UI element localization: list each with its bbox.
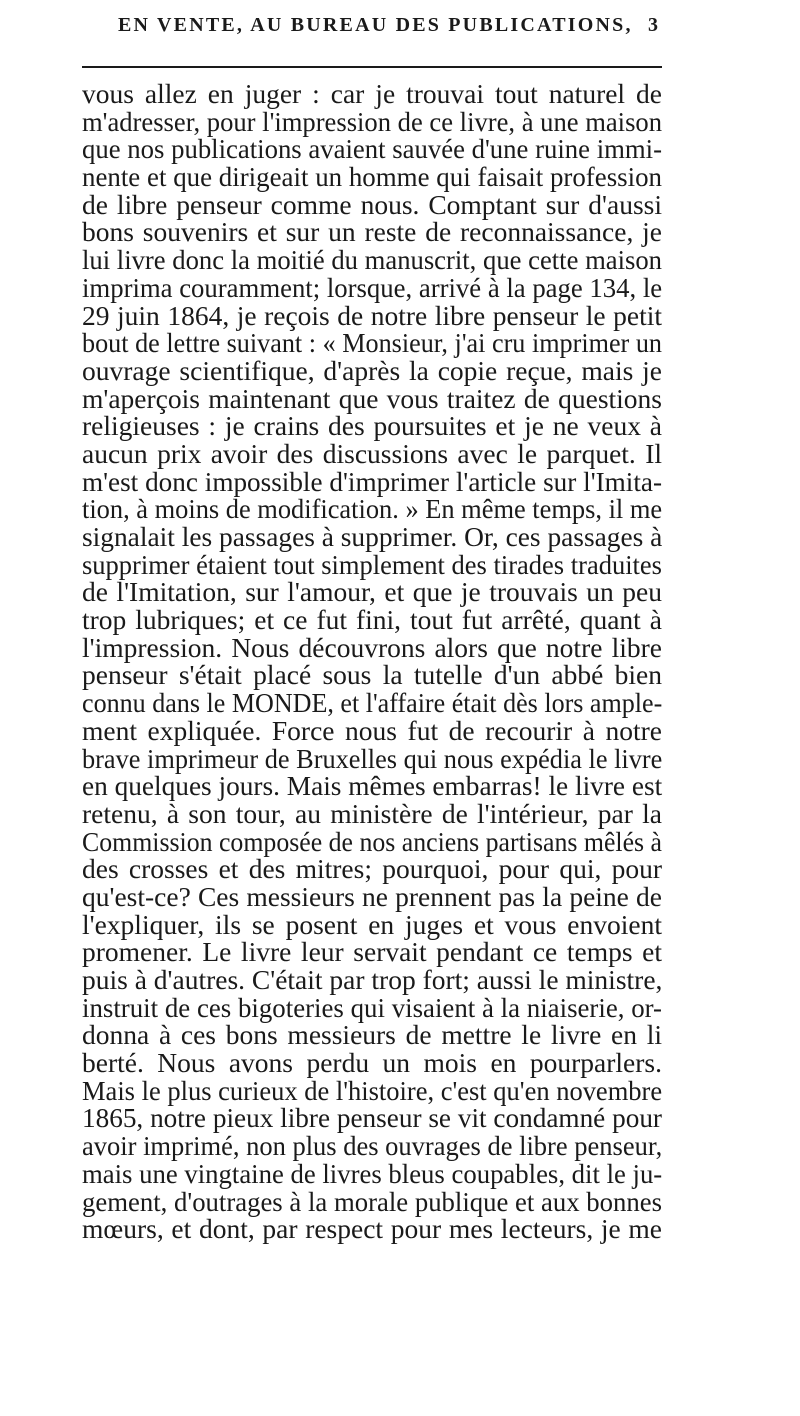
text-line: vous allez en juger : car je trouvai tout naturel de — [82, 78, 662, 109]
text-line: que nos publications avaient sauvée d'une ruine immi- — [82, 133, 662, 165]
text-line: m'aperçois maintenant que vous traitez de questions — [82, 382, 662, 414]
text-line: lui livre donc la moitié du manuscrit, que cette maison — [82, 244, 662, 276]
text-line: qu'est-ce? Ces messieurs ne prennent pas la peine de — [82, 880, 662, 912]
text-line: puis à d'autres. C'était par trop fort; aussi le ministre, — [82, 964, 663, 995]
text-line: gement, d'outrages à la morale publique et aux bonnes — [82, 1185, 662, 1217]
text-line: bons souvenirs et sur un reste de reconnaissance, je — [82, 216, 662, 248]
header-rule — [82, 66, 662, 68]
text-line: avoir imprimé, non plus des ouvrages de libre penseur, — [82, 1130, 663, 1162]
text-line: tion, à moins de modification. » En même temps, il me — [82, 493, 663, 525]
text-line: m'est donc impossible d'imprimer l'article sur l'Imita- — [82, 465, 662, 497]
text-line: berté. Nous avons perdu un mois en pourparlers. — [82, 1047, 662, 1079]
text-line: mœurs, et dont, par respect pour mes lecteurs, je me — [82, 1213, 662, 1245]
text-line: bout de lettre suivant : « Monsieur, j'ai cru imprimer un — [82, 327, 662, 359]
text-line: instruit de ces bigoteries qui visaient à la niaiserie, or- — [82, 991, 662, 1023]
text-line: de libre penseur comme nous. Comptant sur d'aussi — [82, 188, 662, 220]
text-line: nente et que dirigeait un homme qui faisait profession — [82, 161, 662, 193]
text-line: ment expliquée. Force nous fut de recourir à notre — [82, 714, 662, 746]
text-line: 1865, notre pieux libre penseur se vit condamné pour — [82, 1102, 662, 1134]
text-line: mais une vingtaine de livres bleus coupables, dit le ju- — [82, 1157, 663, 1189]
text-line: Commission composée de nos anciens partisans mêlés à — [82, 825, 662, 857]
text-line: des crosses et des mitres; pourquoi, pour qui, pour — [82, 853, 662, 885]
text-line: retenu, à son tour, au ministère de l'intérieur, par la — [82, 797, 662, 829]
running-head: EN VENTE, AU BUREAU DES PUBLICATIONS, — [118, 14, 633, 36]
text-line: ouvrage scientifique, d'après la copie reçue, mais je — [82, 354, 662, 386]
text-line: trop lubriques; et ce fut fini, tout fut arrêté, quant à — [82, 604, 662, 636]
text-line: religieuses : je crains des poursuites et je ne veux à — [82, 410, 662, 442]
text-line: connu dans le MONDE, et l'affaire était dès lors ample- — [82, 687, 663, 719]
text-line: imprima couramment; lorsque, arrivé à la page 134, le — [82, 271, 663, 303]
page-number: 3 — [648, 14, 658, 36]
text-line: Mais le plus curieux de l'histoire, c'est qu'en novembre — [82, 1074, 663, 1106]
text-line: l'expliquer, ils se posent en juges et vous envoient — [82, 908, 662, 940]
text-line: signalait les passages à supprimer. Or, ces passages à — [82, 521, 663, 552]
text-line: aucun prix avoir des discussions avec le parquet. Il — [82, 437, 662, 469]
text-line: 29 juin 1864, je reçois de notre libre penseur le petit — [82, 299, 662, 331]
text-line: de l'Imitation, sur l'amour, et que je trouvais un peu — [82, 576, 662, 608]
text-line: en quelques jours. Mais mêmes embarras! le livre est — [82, 770, 663, 802]
text-line: brave imprimeur de Bruxelles qui nous expédia le livre — [82, 742, 663, 774]
text-line: l'impression. Nous découvrons alors que notre libre — [82, 631, 662, 663]
body-text — [82, 80, 662, 1243]
text-line: donna à ces bons messieurs de mettre le livre en li — [82, 1019, 662, 1051]
text-line: m'adresser, pour l'impression de ce livre, à une maison — [82, 105, 662, 137]
text-line: penseur s'était placé sous la tutelle d'un abbé bien — [82, 659, 662, 691]
text-line: supprimer étaient tout simplement des tirades traduites — [82, 548, 662, 580]
text-line: promener. Le livre leur servait pendant ce temps et — [82, 936, 662, 968]
